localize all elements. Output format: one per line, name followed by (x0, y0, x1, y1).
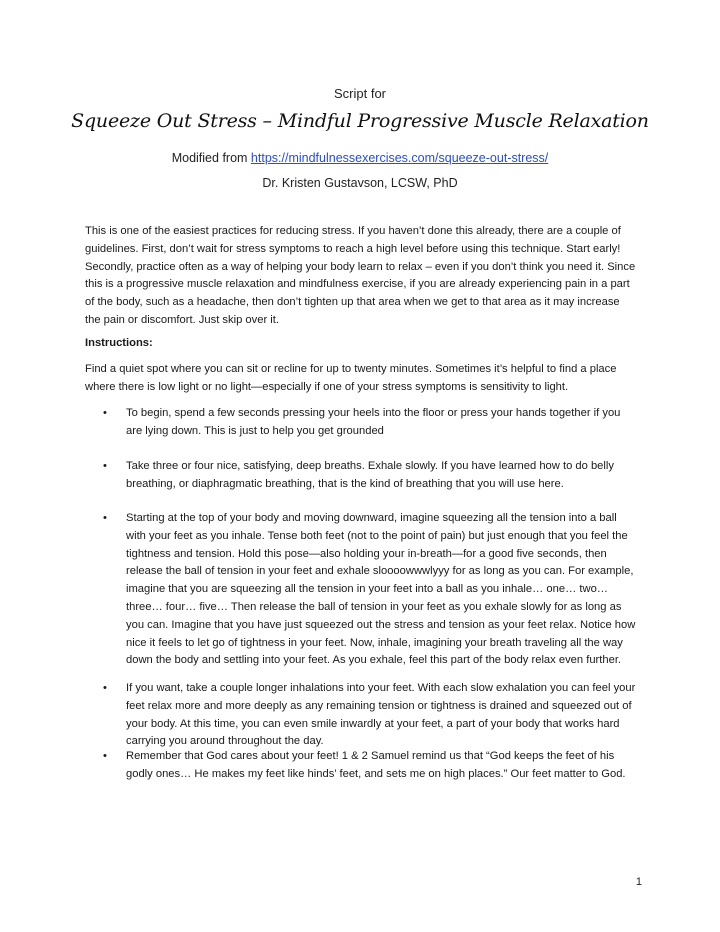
list-item-text: If you want, take a couple longer inhalations into your feet. With each slow exhalation you can feel your feet relax more and more deeply as any remaining tension or tightness is drained and squeezed out of your body. At this time, you can even smile inwardly at your feet, a part of your body that works hard carrying you around throughout the day. (126, 682, 636, 748)
source-link[interactable]: https://mindfulnessexercises.com/squeeze-out-stress/ (250, 151, 549, 165)
modified-from-line (0, 151, 720, 165)
instructions-paragraph: Find a quiet spot where you can sit or recline for up to twenty minutes. Sometimes it’s helpful to find a place where there is low light or no light—especially if one of your stress symptoms is sensitivity to light. (85, 363, 617, 393)
list-item (103, 680, 638, 751)
bullet-icon: • (103, 750, 107, 762)
list-item-text: Remember that God cares about your feet! 1 & 2 Samuel remind us that “God keeps the feet of his godly ones… He makes my feet like hinds’ feet, and sets me on high places.” Our feet matter to God. (126, 750, 626, 780)
list-item-text: Take three or four nice, satisfying, deep breaths. Exhale slowly. If you have learned how to do belly breathing, or diaphragmatic breathing, that is the kind of breathing that you will use here. (126, 460, 614, 490)
bullet-icon: • (103, 407, 107, 419)
instructions-heading: Instructions: (85, 337, 153, 349)
pre-title: Script for (333, 86, 386, 101)
intro-paragraph: This is one of the easiest practices for reducing stress. If you haven’t done this already, there are a couple of guidelines. First, don’t wait for stress symptoms to reach a high level before using this technique. Start early! Secondly, practice often as a way of helping your body learn to relax – even if you don’t think you need it. Since this is a progressive muscle relaxation and mindfulness exercise, if you are already experiencing pain in a part of the body, such as a headache, then don’t tighten up that area when we get to that area as it may increase the pain or discomfort. Just skip over it. (85, 225, 636, 326)
list-item (103, 458, 638, 494)
list-item-text: Starting at the top of your body and moving downward, imagine squeezing all the tension into a ball with your feet as you inhale. Tense both feet (not to the point of pain) but just enough that you feel the tightness and tension. Hold this pose—also holding your in-breath—for a good five seconds, then release the ball of tension in your feet and exhale sloooowwwlyyy for as long as you can. For example, imagine that you are squeezing all the tension in your feet into a ball as you inhale… one… two… three… four… five… Then release the ball of tension in your feet as you exhale slowly for as long as you can. Imagine that you have just squeezed out the stress and tension as your feet relax. Notice how nice it feels to let go of tightness in your feet. Now, inhale, imagining your breath traveling all the way down the body and settling into your feet. As you exhale, feel this part of the body relax even further. (126, 512, 636, 667)
bullet-icon: • (103, 512, 107, 524)
page-title: Squeeze Out Stress – Mindful Progressive Muscle Relaxation (71, 110, 649, 132)
page-number: 1 (635, 876, 642, 888)
bullet-icon: • (103, 682, 107, 694)
list-item-text: To begin, spend a few seconds pressing your heels into the floor or press your hands together if you are lying down. This is just to help you get grounded (126, 407, 621, 437)
list-item (103, 510, 638, 670)
list-item (103, 748, 638, 784)
modified-prefix: Modified from (171, 151, 251, 165)
bullet-icon: • (103, 460, 107, 472)
list-item (103, 405, 638, 441)
author-line: Dr. Kristen Gustavson, LCSW, PhD (262, 176, 458, 190)
